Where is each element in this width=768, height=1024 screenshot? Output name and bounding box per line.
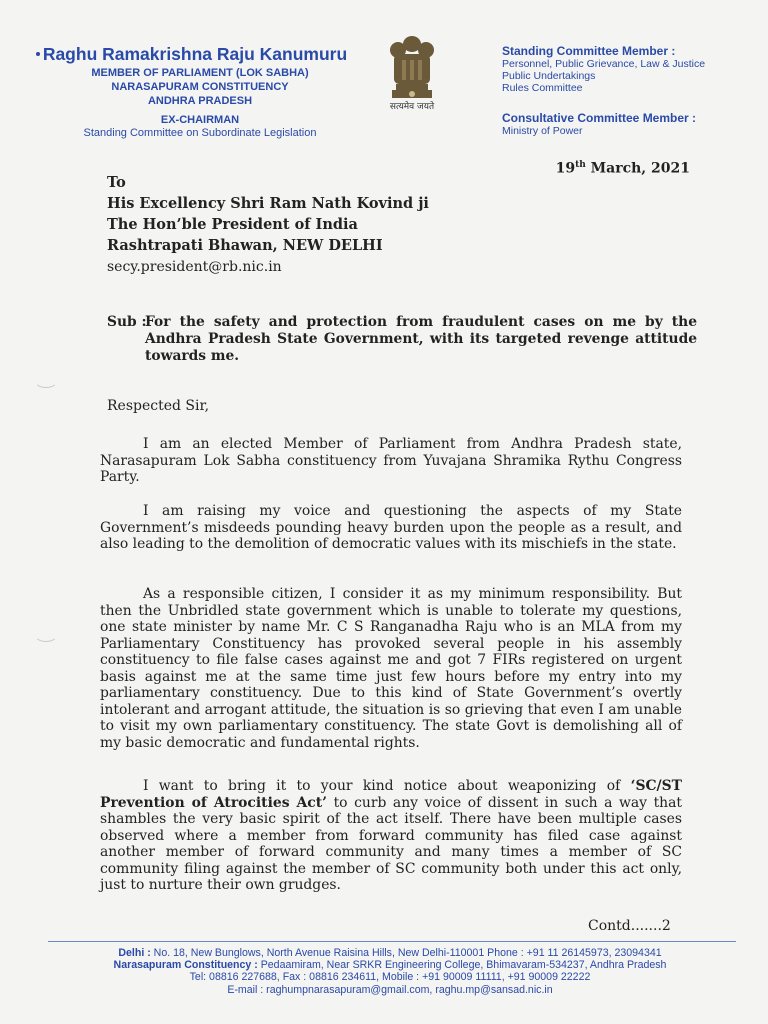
emblem-motto: सत्यमेव जयते: [389, 102, 435, 112]
sender-name: Raghu Ramakrishna Raju Kanumuru: [42, 44, 348, 64]
footer-divider: [48, 941, 736, 942]
footer-email-line: E-mail : raghumpnarasapuram@gmail.com, raghu.mp@sansad.nic.in: [227, 983, 553, 996]
recipient-email: secy.president@rb.nic.in: [107, 259, 282, 275]
committee-item: Public Undertakings: [502, 70, 596, 82]
recipient-line: Rashtrapati Bhawan, NEW DELHI: [107, 237, 383, 254]
consultative-committee-block: [502, 112, 752, 137]
standing-committee-block: [502, 45, 752, 94]
ex-title: EX-CHAIRMAN: [160, 114, 240, 126]
footer-label: Delhi :: [118, 947, 151, 959]
date-suffix: th: [575, 160, 586, 170]
paragraph-text: I want to bring it to your kind notice about weaponizing of: [143, 778, 631, 794]
footer-constituency-line: [40, 959, 740, 971]
footer-label: Narasapuram Constituency :: [113, 959, 258, 972]
subject-block: [107, 314, 697, 365]
designation-line: ANDHRA PRADESH: [147, 95, 253, 107]
body-paragraph: I am an elected Member of Parliament from Andhra Pradesh state, Narasapuram Lok Sabha constituency from Yuvajana Shramika Rythu Congress Party.: [100, 436, 682, 485]
body-paragraph: [100, 778, 682, 894]
body-paragraph: As a responsible citizen, I consider it as my minimum responsibility. But then the Unbridled state government which is unable to tolerate my questions, one state minister by name Mr. C S Ranganadha Raju who is an MLA from my Parliamentary Constituency has provoked several people in his assembly constituency to file false cases against me and got 7 FIRs registered on urgent basis against me at the same time just few hours before my entry into my parliamentary constituency. Due to this kind of State Government’s overtly intolerant and arrogant attitude, the situation is so grieving that even I am unable to visit my own parliamentary constituency. The state Govt is demolishing all of my basic democratic and fundamental rights.: [100, 586, 682, 751]
salutation: Respected Sir,: [107, 398, 210, 414]
recipient-line: To: [107, 174, 126, 191]
consultative-committee-title: Consultative Committee Member :: [502, 111, 697, 125]
recipient-line: The Hon’ble President of India: [107, 216, 358, 233]
footer: [40, 947, 740, 996]
footer-delhi-line: [40, 947, 740, 959]
standing-committee-title: Standing Committee Member :: [502, 44, 676, 58]
date-day: 19: [555, 160, 576, 177]
committee-item: Ministry of Power: [502, 125, 583, 137]
punch-hole-mark: [34, 626, 58, 642]
designation-line: MEMBER OF PARLIAMENT (LOK SABHA): [91, 67, 309, 79]
continued-marker: Contd.......2: [588, 918, 671, 934]
body-paragraph: I am raising my voice and questioning the aspects of my State Government’s misdeeds pounding heavy burden upon the people as a result, and also leading to the demolition of democratic values with its mischiefs in the state.: [100, 503, 682, 552]
subject-text: For the safety and protection from fraudulent cases on me by the Andhra Pradesh State Government, with its targeted revenge attitude towards me.: [145, 314, 697, 364]
act-name: ‘SC/ST Prevention of Atrocities Act’: [100, 778, 682, 811]
committee-item: Personnel, Public Grievance, Law & Justice: [502, 58, 706, 70]
committee-item: Rules Committee: [502, 82, 583, 94]
ex-chairman-block: [60, 114, 340, 140]
paragraph-text: to curb any voice of dissent in such a way that shambles the very basic spirit of the act itself. There have been multiple cases observed where a member from forward community has filed case against another member of forward community and many times a member of SC community filing against the member of SC community both under this act only, just to nurture their own grudges.: [100, 794, 682, 893]
footer-text: No. 18, New Bunglows, North Avenue Raisina Hills, New Delhi-110001 Phone : +91 11 26145973, 23094341: [150, 947, 662, 959]
ex-description: Standing Committee on Subordinate Legislation: [83, 127, 317, 139]
date-rest: March, 2021: [585, 160, 690, 177]
recipient-block: [107, 172, 577, 256]
punch-hole-mark: [34, 372, 58, 388]
footer-phone-line: Tel: 08816 227688, Fax : 08816 234611, Mobile : +91 90009 11111, +91 90009 22222: [189, 971, 591, 984]
sender-designation: [60, 66, 340, 108]
subject-label: Sub :: [107, 314, 147, 330]
recipient-line: His Excellency Shri Ram Nath Kovind ji: [107, 195, 429, 212]
designation-line: NARASAPURAM CONSTITUENCY: [111, 81, 289, 93]
footer-text: Pedaamiram, Near SRKR Engineering College, Bhimavaram-534237, Andhra Pradesh: [257, 959, 667, 972]
